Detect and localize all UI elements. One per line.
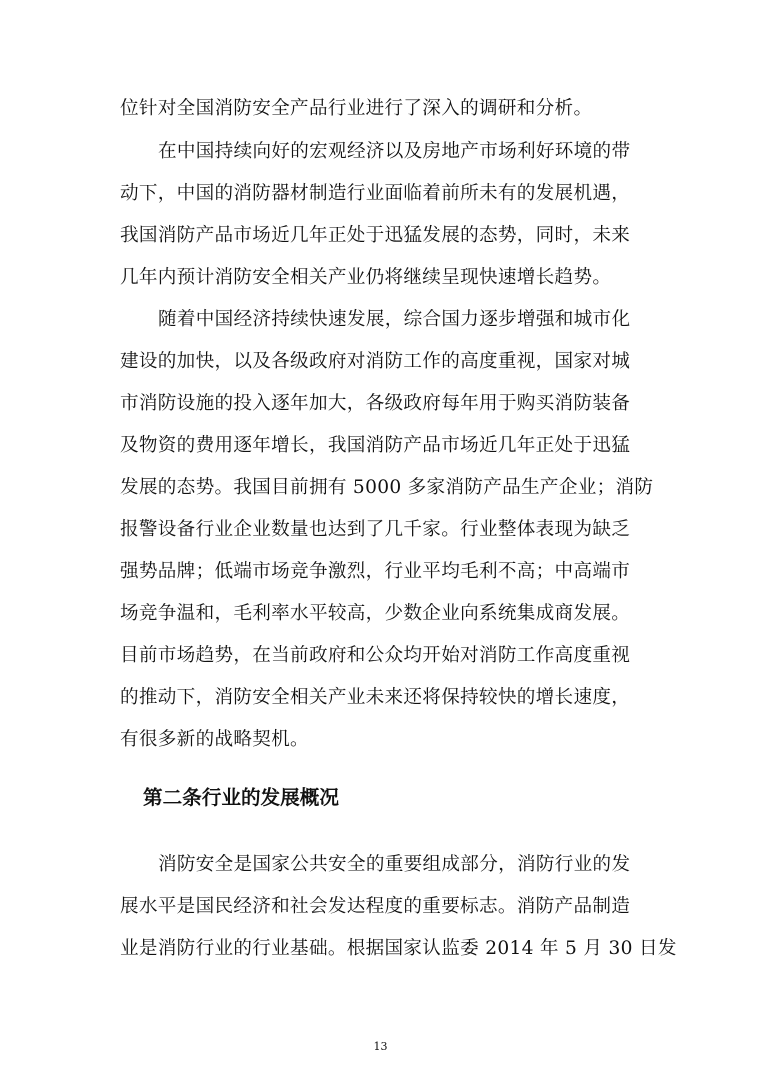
paragraph-3-line-1: 随着中国经济持续快速发展，综合国力逐步增强和城市化	[158, 309, 631, 330]
paragraph-3-line-4: 及物资的费用逐年增长，我国消防产品市场近几年正处于迅猛	[120, 435, 631, 456]
paragraph-3-line-8: 场竞争温和，毛利率水平较高，少数企业向系统集成商发展。	[120, 603, 631, 624]
paragraph-3-line-2: 建设的加快，以及各级政府对消防工作的高度重视，国家对城	[120, 351, 631, 372]
section-heading: 第二条行业的发展概况	[143, 786, 339, 809]
paragraph-3-line-10: 的推动下，消防安全相关产业未来还将保持较快的增长速度，	[120, 687, 631, 708]
paragraph-2-line-2: 动下，中国的消防器材制造行业面临着前所未有的发展机遇，	[120, 183, 631, 204]
paragraph-4-line-1: 消防安全是国家公共安全的重要组成部分，消防行业的发	[158, 854, 631, 875]
paragraph-2-line-4: 几年内预计消防安全相关产业仍将继续呈现快速增长趋势。	[120, 267, 612, 288]
paragraph-4-line-3: 业是消防行业的行业基础。根据国家认监委 2014 年 5 月 30 日发	[120, 938, 677, 959]
paragraph-3-line-6: 报警设备行业企业数量也达到了几千家。行业整体表现为缺乏	[120, 519, 631, 540]
paragraph-3-line-9: 目前市场趋势，在当前政府和公众均开始对消防工作高度重视	[120, 645, 631, 666]
page-number: 13	[373, 1040, 388, 1053]
paragraph-3-line-5: 发展的态势。我国目前拥有 5000 多家消防产品生产企业；消防	[120, 477, 654, 498]
paragraph-2-line-1: 在中国持续向好的宏观经济以及房地产市场利好环境的带	[158, 141, 631, 162]
paragraph-1-line-1: 位针对全国消防安全产品行业进行了深入的调研和分析。	[120, 98, 593, 119]
paragraph-3-line-7: 强势品牌；低端市场竞争激烈，行业平均毛利不高；中高端市	[120, 561, 631, 582]
paragraph-2-line-3: 我国消防产品市场近几年正处于迅猛发展的态势，同时，未来	[120, 225, 631, 246]
paragraph-3-line-3: 市消防设施的投入逐年加大，各级政府每年用于购买消防装备	[120, 393, 631, 414]
paragraph-4-line-2: 展水平是国民经济和社会发达程度的重要标志。消防产品制造	[120, 896, 631, 917]
paragraph-3-line-11: 有很多新的战略契机。	[120, 729, 309, 750]
